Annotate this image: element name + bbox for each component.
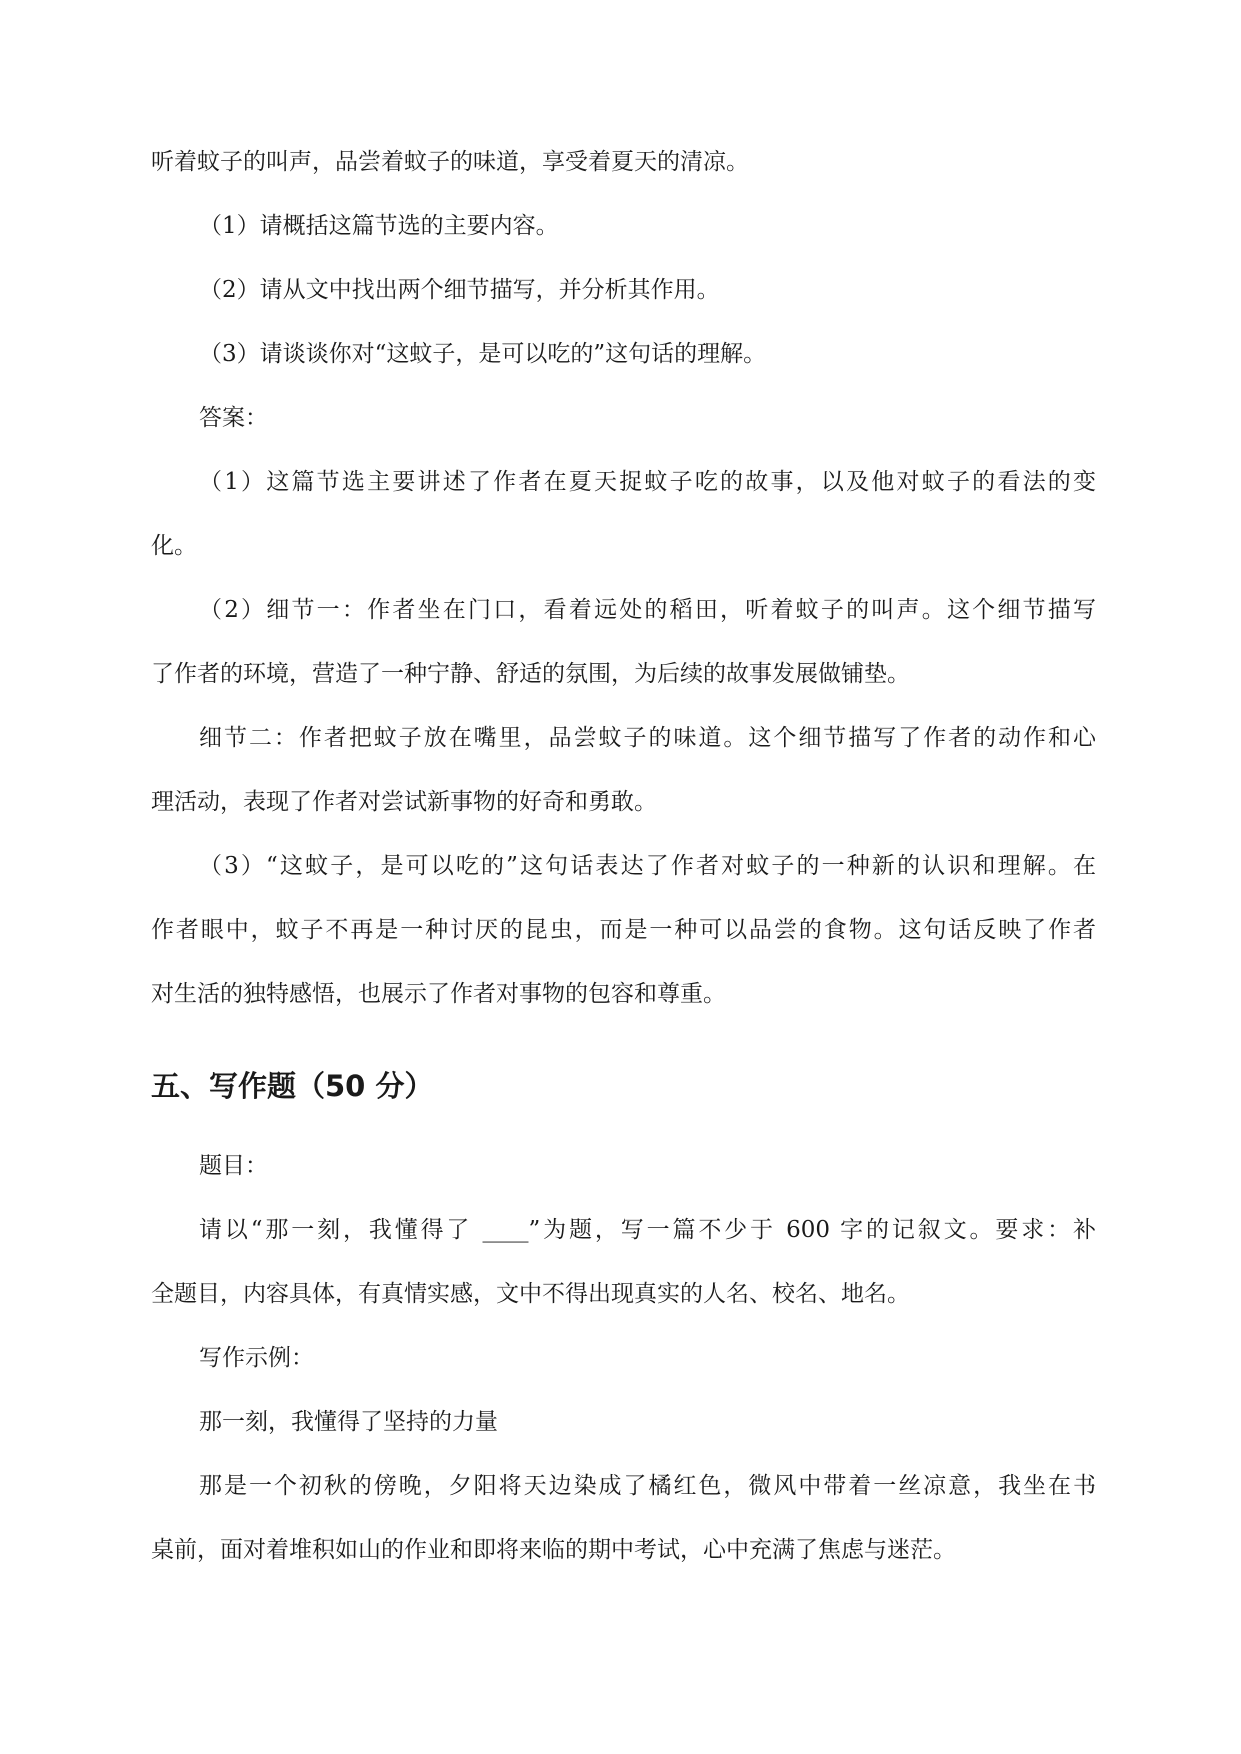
example-paragraph-line-1: 那是一个初秋的傍晚，夕阳将天边染成了橘红色，微风中带着一丝凉意，我坐在书 (199, 1473, 1096, 1499)
example-title: 那一刻，我懂得了坚持的力量 (199, 1409, 498, 1435)
answer-3-line-1: （3）“这蚊子，是可以吃的”这句话表达了作者对蚊子的一种新的认识和理解。在 (199, 853, 1096, 879)
answer-2-line-1: （2）细节一：作者坐在门口，看着远处的稻田，听着蚊子的叫声。这个细节描写 (199, 597, 1096, 623)
passage-last-line: 听着蚊子的叫声，品尝着蚊子的味道，享受着夏天的清凉。 (151, 149, 749, 175)
prompt-line-1: 请以“那一刻，我懂得了 ____”为题，写一篇不少于 600 字的记叙文。要求：补 (199, 1217, 1096, 1243)
question-1: （1）请概括这篇节选的主要内容。 (199, 213, 559, 239)
question-3: （3）请谈谈你对“这蚊子，是可以吃的”这句话的理解。 (199, 341, 767, 367)
prompt-label: 题目： (199, 1153, 268, 1179)
example-paragraph-line-2: 桌前，面对着堆积如山的作业和即将来临的期中考试，心中充满了焦虑与迷茫。 (151, 1537, 956, 1563)
example-label: 写作示例： (199, 1345, 314, 1371)
answer-2-detail-2-line-1: 细节二：作者把蚊子放在嘴里，品尝蚊子的味道。这个细节描写了作者的动作和心 (199, 725, 1096, 751)
question-2: （2）请从文中找出两个细节描写，并分析其作用。 (199, 277, 720, 303)
answer-3-line-2: 作者眼中，蚊子不再是一种讨厌的昆虫，而是一种可以品尝的食物。这句话反映了作者 (151, 917, 1096, 943)
answer-3-line-3: 对生活的独特感悟，也展示了作者对事物的包容和尊重。 (151, 981, 726, 1007)
section-heading-writing: 五、写作题（50 分） (151, 1069, 434, 1103)
answer-label: 答案： (199, 405, 268, 431)
answer-1-line-1: （1）这篇节选主要讲述了作者在夏天捉蚊子吃的故事，以及他对蚊子的看法的变 (199, 469, 1096, 495)
answer-2-detail-2-line-2: 理活动，表现了作者对尝试新事物的好奇和勇敢。 (151, 789, 657, 815)
answer-1-line-2: 化。 (151, 533, 197, 559)
prompt-line-2: 全题目，内容具体，有真情实感，文中不得出现真实的人名、校名、地名。 (151, 1281, 910, 1307)
answer-2-line-2: 了作者的环境，营造了一种宁静、舒适的氛围，为后续的故事发展做铺垫。 (151, 661, 910, 687)
